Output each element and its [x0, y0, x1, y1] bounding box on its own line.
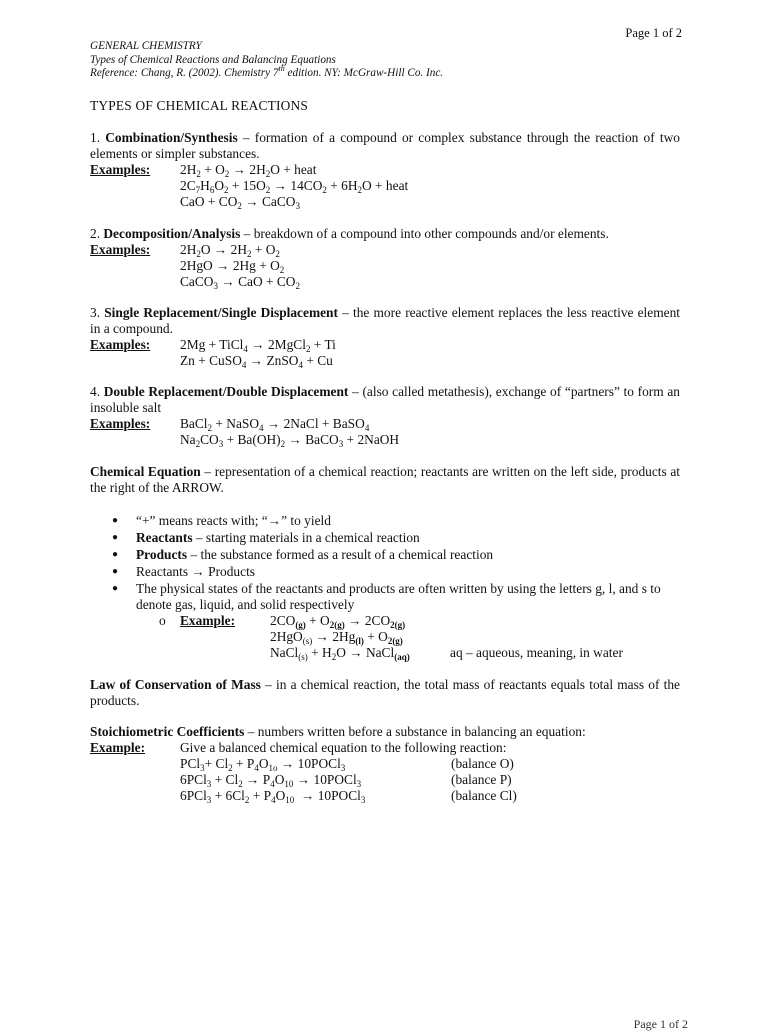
example-label: Example: — [90, 740, 146, 755]
equation: Zn + CuSO$_4$ → ZnSO$_4$ + Cu — [180, 353, 333, 370]
section-conservation-of-mass: Law of Conservation of Mass – in a chemical reaction, the total mass of reactants equals total mass of the products. — [90, 677, 680, 708]
bullet-dot-icon: ● — [112, 583, 119, 594]
page-number: Page 1 of 2 — [625, 26, 682, 40]
equation: $PCl_3+ Cl_2 + P_4O_{1o}$ → 10POCl$_3$ — [180, 756, 346, 773]
bullet-dot-icon: ● — [112, 549, 119, 560]
equation: 2Mg + TiCl$_4$ → 2MgCl$_2$ + Ti — [180, 337, 336, 354]
equation: $2C_7H_6O_2 + 15O_2 \to 14CO_2 + 6H_2O$ + heat — [180, 178, 409, 195]
equation: $2H_2O \to 2H_2 + O_2$ — [180, 242, 280, 259]
equation: NaCl$_{(s)}$ + $H_2O$ → NaCl$_{(aq)}$ — [270, 645, 410, 662]
bullet-dot-icon: ● — [112, 566, 119, 577]
examples-label: Examples: — [90, 242, 151, 257]
examples-label: Examples: — [90, 416, 151, 431]
equation: $2HgO_{(s)} \to 2Hg_{(l)} + O_{2(g)}$ — [270, 629, 403, 646]
footer-page-number: Page 1 of 2 — [633, 1017, 688, 1031]
term-chemical-equation: Chemical Equation — [90, 464, 201, 479]
equation: CaCO$_3$ → CaO + $CO_2$ — [180, 274, 300, 291]
section-chemical-equation: Chemical Equation – representation of a chemical reaction; reactants are written on the left side, products at the right of the ARROW. — [90, 464, 680, 495]
bullet-dot-icon: ● — [112, 532, 119, 543]
section-combination: 1. Combination/Synthesis – formation of a compound or complex substance through the reaction of two elements or simpler substances. — [90, 130, 680, 161]
document-header — [90, 40, 443, 81]
circle-bullet-icon: o — [159, 613, 166, 628]
section-single-replacement: 3. Single Replacement/Single Displacement – the more reactive element replaces the less reactive element in a compound. — [90, 305, 681, 336]
term-conservation-of-mass: Law of Conservation of Mass — [90, 677, 261, 692]
document-page: Page 1 of 2 GENERAL CHEMISTRY Types of Chemical Reactions and Balancing Equations Reference: Chang, R. (2002). Chemistry 7th edition. NY: McGraw-Hill Co. Inc. TYPES OF CHEMICAL REACTIONS 1. Combination/Synthesis – formation of a compound or complex substance through the reaction of two elements or simpler substances. Examples: $2H_2 + O_2 \to 2H_2O$ + heat $2C_7H_6O_2 + 15O_2 \to 14CO_2 + 6H_2O$ + heat CaO + $CO_2$ → CaCO$_3$ 2. Decomposition/Analysis – breakdown of a compound into other compounds and/or elements. Examples: $2H_2O \to 2H_2 + O_2$ $2HgO \to 2Hg + O_2$ CaCO$_3$ → CaO + $CO_2$ 3. Single Replacement/Single Displacement – the more reactive element replaces the less reactive element in a compound. Examples: 2Mg + TiCl$_4$ → 2MgCl$_2$ + Ti Zn + CuSO$_4$ → ZnSO$_4$ + Cu 4. Double Replacement/Double Displacement – (also called metathesis), exchange of “partners” to form an insoluble salt Examples: BaCl$_2$ + NaSO$_4$ → 2NaCl + BaSO$_4$ $Na_2CO_3 + Ba(OH)_2$ → BaCO$_3$ + 2NaOH Chemical Equation – representation of a chemical reaction; reactants are written on the left side, products at the right of the ARROW. ● “+” means reacts with; “→” to yield ● Reactants – starting materials in a chemical reaction ● Products – the substance formed as a result of a chemical reaction ● Reactants → Products ● The physical states of the reactants and products are often written by using the letters g, l, and s to denote gas, liquid, and solid respectively o Example: $2CO_{(g)} + O_{2(g)} \to 2CO_{2(g)}$ $2HgO_{(s)} \to 2Hg_{(l)} + O_{2(g)}$ NaCl$_{(s)}$ + $H_2O$ → NaCl$_{(aq)}$ aq – aqueous, meaning, in water Law of Conservation of Mass – in a chemical reaction, the total mass of reactants equals total mass of the products. Stoichiometric Coefficients – numbers written before a substance in balancing an equation: Example: Give a balanced chemical equation to the following reaction: $PCl_3+ Cl_2 + P_4O_{1o}$ → 10POCl$_3$ $6PCl_3 + Cl_2 \to P_4O_{10}$ → 10POCl$_3$ $6PCl_3 + 6Cl_2 + P_4O_{10}$ → 10POCl$_3$ (balance O) (balance P) (balance Cl) Page 1 of 2 — [90, 26, 688, 1031]
examples-label: Examples: — [90, 337, 151, 352]
balance-note: (balance O) — [451, 756, 514, 771]
example-label: Example: — [180, 613, 236, 628]
course-title: GENERAL CHEMISTRY — [90, 40, 202, 52]
section-double-replacement: 4. Double Replacement/Double Displacement – (also called metathesis), exchange of “partners” to form an insoluble salt — [90, 384, 681, 415]
term-combination: Combination/Synthesis — [105, 130, 238, 145]
section-decomposition: 2. Decomposition/Analysis – breakdown of a compound into other compounds and/or elements. — [90, 226, 609, 241]
reference-line: Reference: Chang, R. (2002). Chemistry 7th edition. NY: McGraw-Hill Co. Inc. — [90, 64, 444, 79]
instruction: Give a balanced chemical equation to the following reaction: — [180, 740, 507, 755]
equation: $2H_2 + O_2 \to 2H_2O$ + heat — [180, 162, 317, 179]
topic-title: Types of Chemical Reactions and Balancing Equations — [90, 53, 336, 66]
equation: CaO + $CO_2$ → CaCO$_3$ — [180, 194, 300, 211]
equation: $Na_2CO_3 + Ba(OH)_2$ → BaCO$_3$ + 2NaOH — [180, 432, 400, 449]
equation: $6PCl_3 + 6Cl_2 + P_4O_{10}$ → 10POCl$_3$ — [180, 788, 366, 805]
bullet-dot-icon: ● — [112, 515, 119, 526]
aqueous-note: aq – aqueous, meaning, in water — [450, 645, 623, 660]
term-stoichiometric: Stoichiometric Coefficients — [90, 724, 245, 739]
balance-note: (balance P) — [451, 772, 512, 787]
section-stoichiometric: Stoichiometric Coefficients – numbers written before a substance in balancing an equation: — [90, 724, 586, 739]
equation: BaCl$_2$ + NaSO$_4$ → 2NaCl + BaSO$_4$ — [180, 416, 370, 433]
equation: $2CO_{(g)} + O_{2(g)} \to 2CO_{2(g)}$ — [270, 613, 406, 630]
balance-note: (balance Cl) — [451, 788, 517, 803]
term-single-replacement: Single Replacement/Single Displacement — [104, 305, 338, 320]
page-title: TYPES OF CHEMICAL REACTIONS — [90, 98, 309, 113]
term-double-replacement: Double Replacement/Double Displacement — [103, 384, 349, 399]
equation: $6PCl_3 + Cl_2 \to P_4O_{10}$ → 10POCl$_3$ — [180, 772, 362, 789]
term-decomposition: Decomposition/Analysis — [103, 226, 241, 241]
examples-label: Examples: — [90, 162, 151, 177]
equation: $2HgO \to 2Hg + O_2$ — [180, 258, 285, 275]
